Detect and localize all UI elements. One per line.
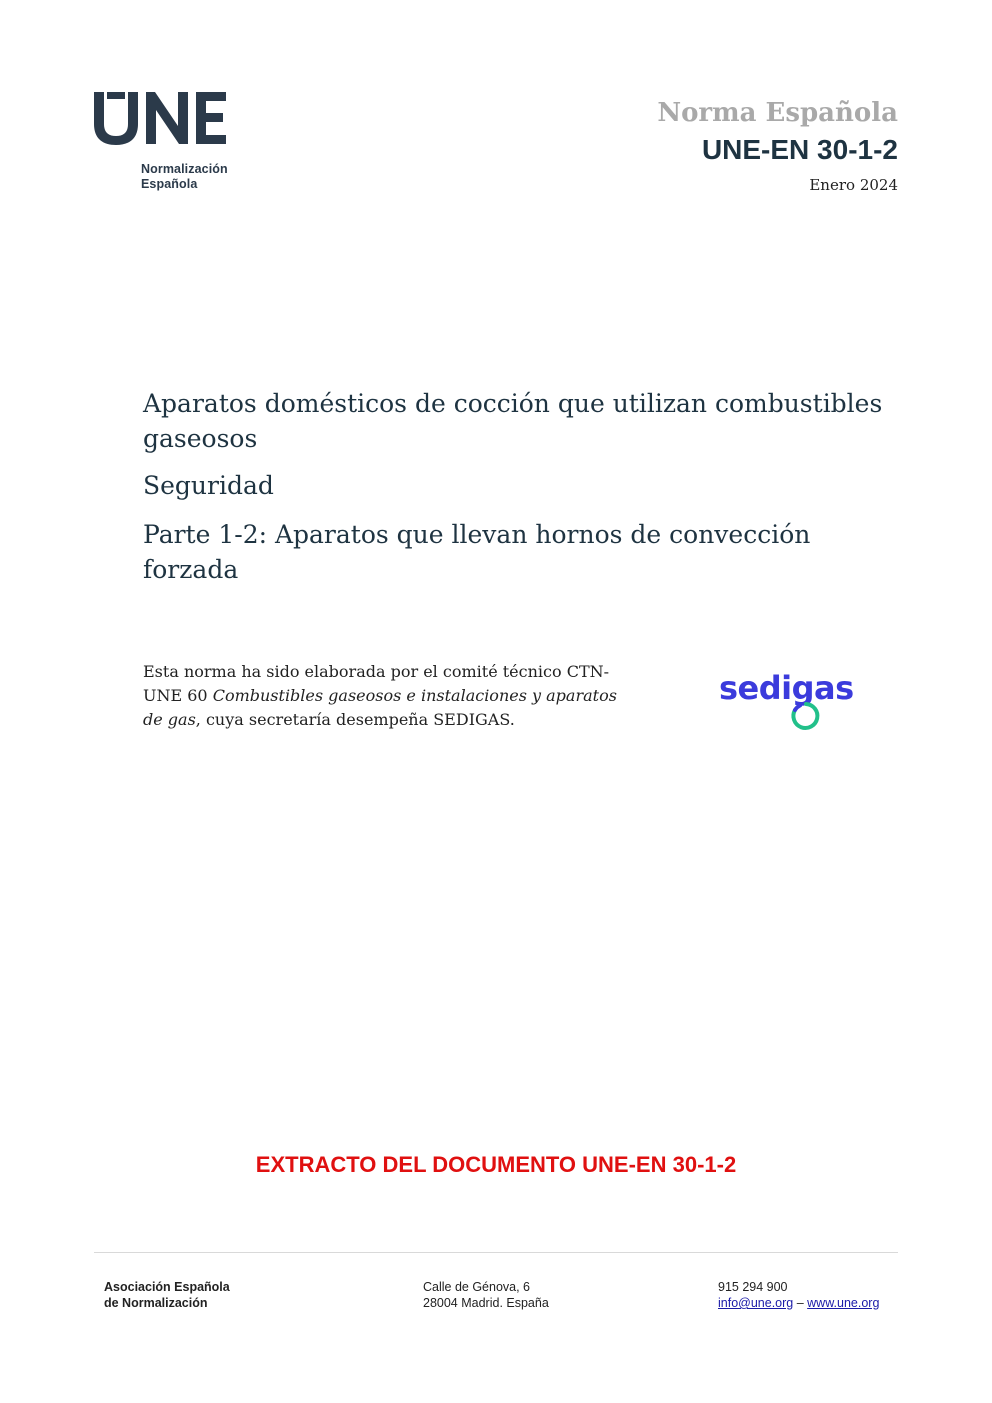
footer-address-line2: 28004 Madrid. España xyxy=(423,1296,549,1310)
sedigas-ring-icon xyxy=(790,700,822,732)
une-logo-subtitle xyxy=(141,162,228,192)
footer-website-link[interactable]: www.une.org xyxy=(807,1296,880,1310)
title-line-1: Aparatos domésticos de cocción que utilizan combustibles gaseosos xyxy=(143,389,883,453)
footer-divider xyxy=(94,1252,898,1253)
footer-contact xyxy=(718,1279,879,1311)
une-logo-subtitle-line1: Normalización xyxy=(141,162,228,176)
committee-prefix: Esta norma ha sido elaborada por el comité técnico CTN-UNE 60 xyxy=(143,662,610,705)
une-logo xyxy=(92,88,242,198)
committee-suffix: , cuya secretaría desempeña SEDIGAS. xyxy=(195,710,515,729)
title-line-2: Seguridad xyxy=(143,471,274,500)
committee-statement xyxy=(143,660,623,732)
footer-phone: 915 294 900 xyxy=(718,1280,788,1294)
committee-name: Combustibles gaseosos e instalaciones y aparatos de gas xyxy=(143,686,617,729)
standard-header xyxy=(657,96,898,194)
title-line-3: Parte 1-2: Aparatos que llevan hornos de convección forzada xyxy=(143,520,811,584)
standard-date: Enero 2024 xyxy=(809,176,898,194)
footer-address xyxy=(423,1279,549,1311)
sedigas-logo xyxy=(719,670,869,736)
footer-links xyxy=(718,1295,879,1311)
footer-address-line1: Calle de Génova, 6 xyxy=(423,1280,531,1294)
footer-email-link[interactable]: info@une.org xyxy=(718,1296,794,1310)
document-title xyxy=(143,386,903,587)
sedigas-logo-word: sedigas xyxy=(719,669,854,707)
standard-kind: Norma Española xyxy=(657,98,898,128)
une-logo-subtitle-line2: Española xyxy=(141,177,198,191)
une-logo-mark xyxy=(92,88,232,148)
footer-org-line1: Asociación Española xyxy=(104,1280,230,1294)
footer-org-line2: de Normalización xyxy=(104,1296,208,1310)
standard-code: UNE-EN 30-1-2 xyxy=(701,134,898,165)
footer-organization xyxy=(104,1279,230,1311)
extract-notice: EXTRACTO DEL DOCUMENTO UNE-EN 30-1-2 xyxy=(255,1152,737,1177)
footer-separator: – xyxy=(793,1296,808,1310)
